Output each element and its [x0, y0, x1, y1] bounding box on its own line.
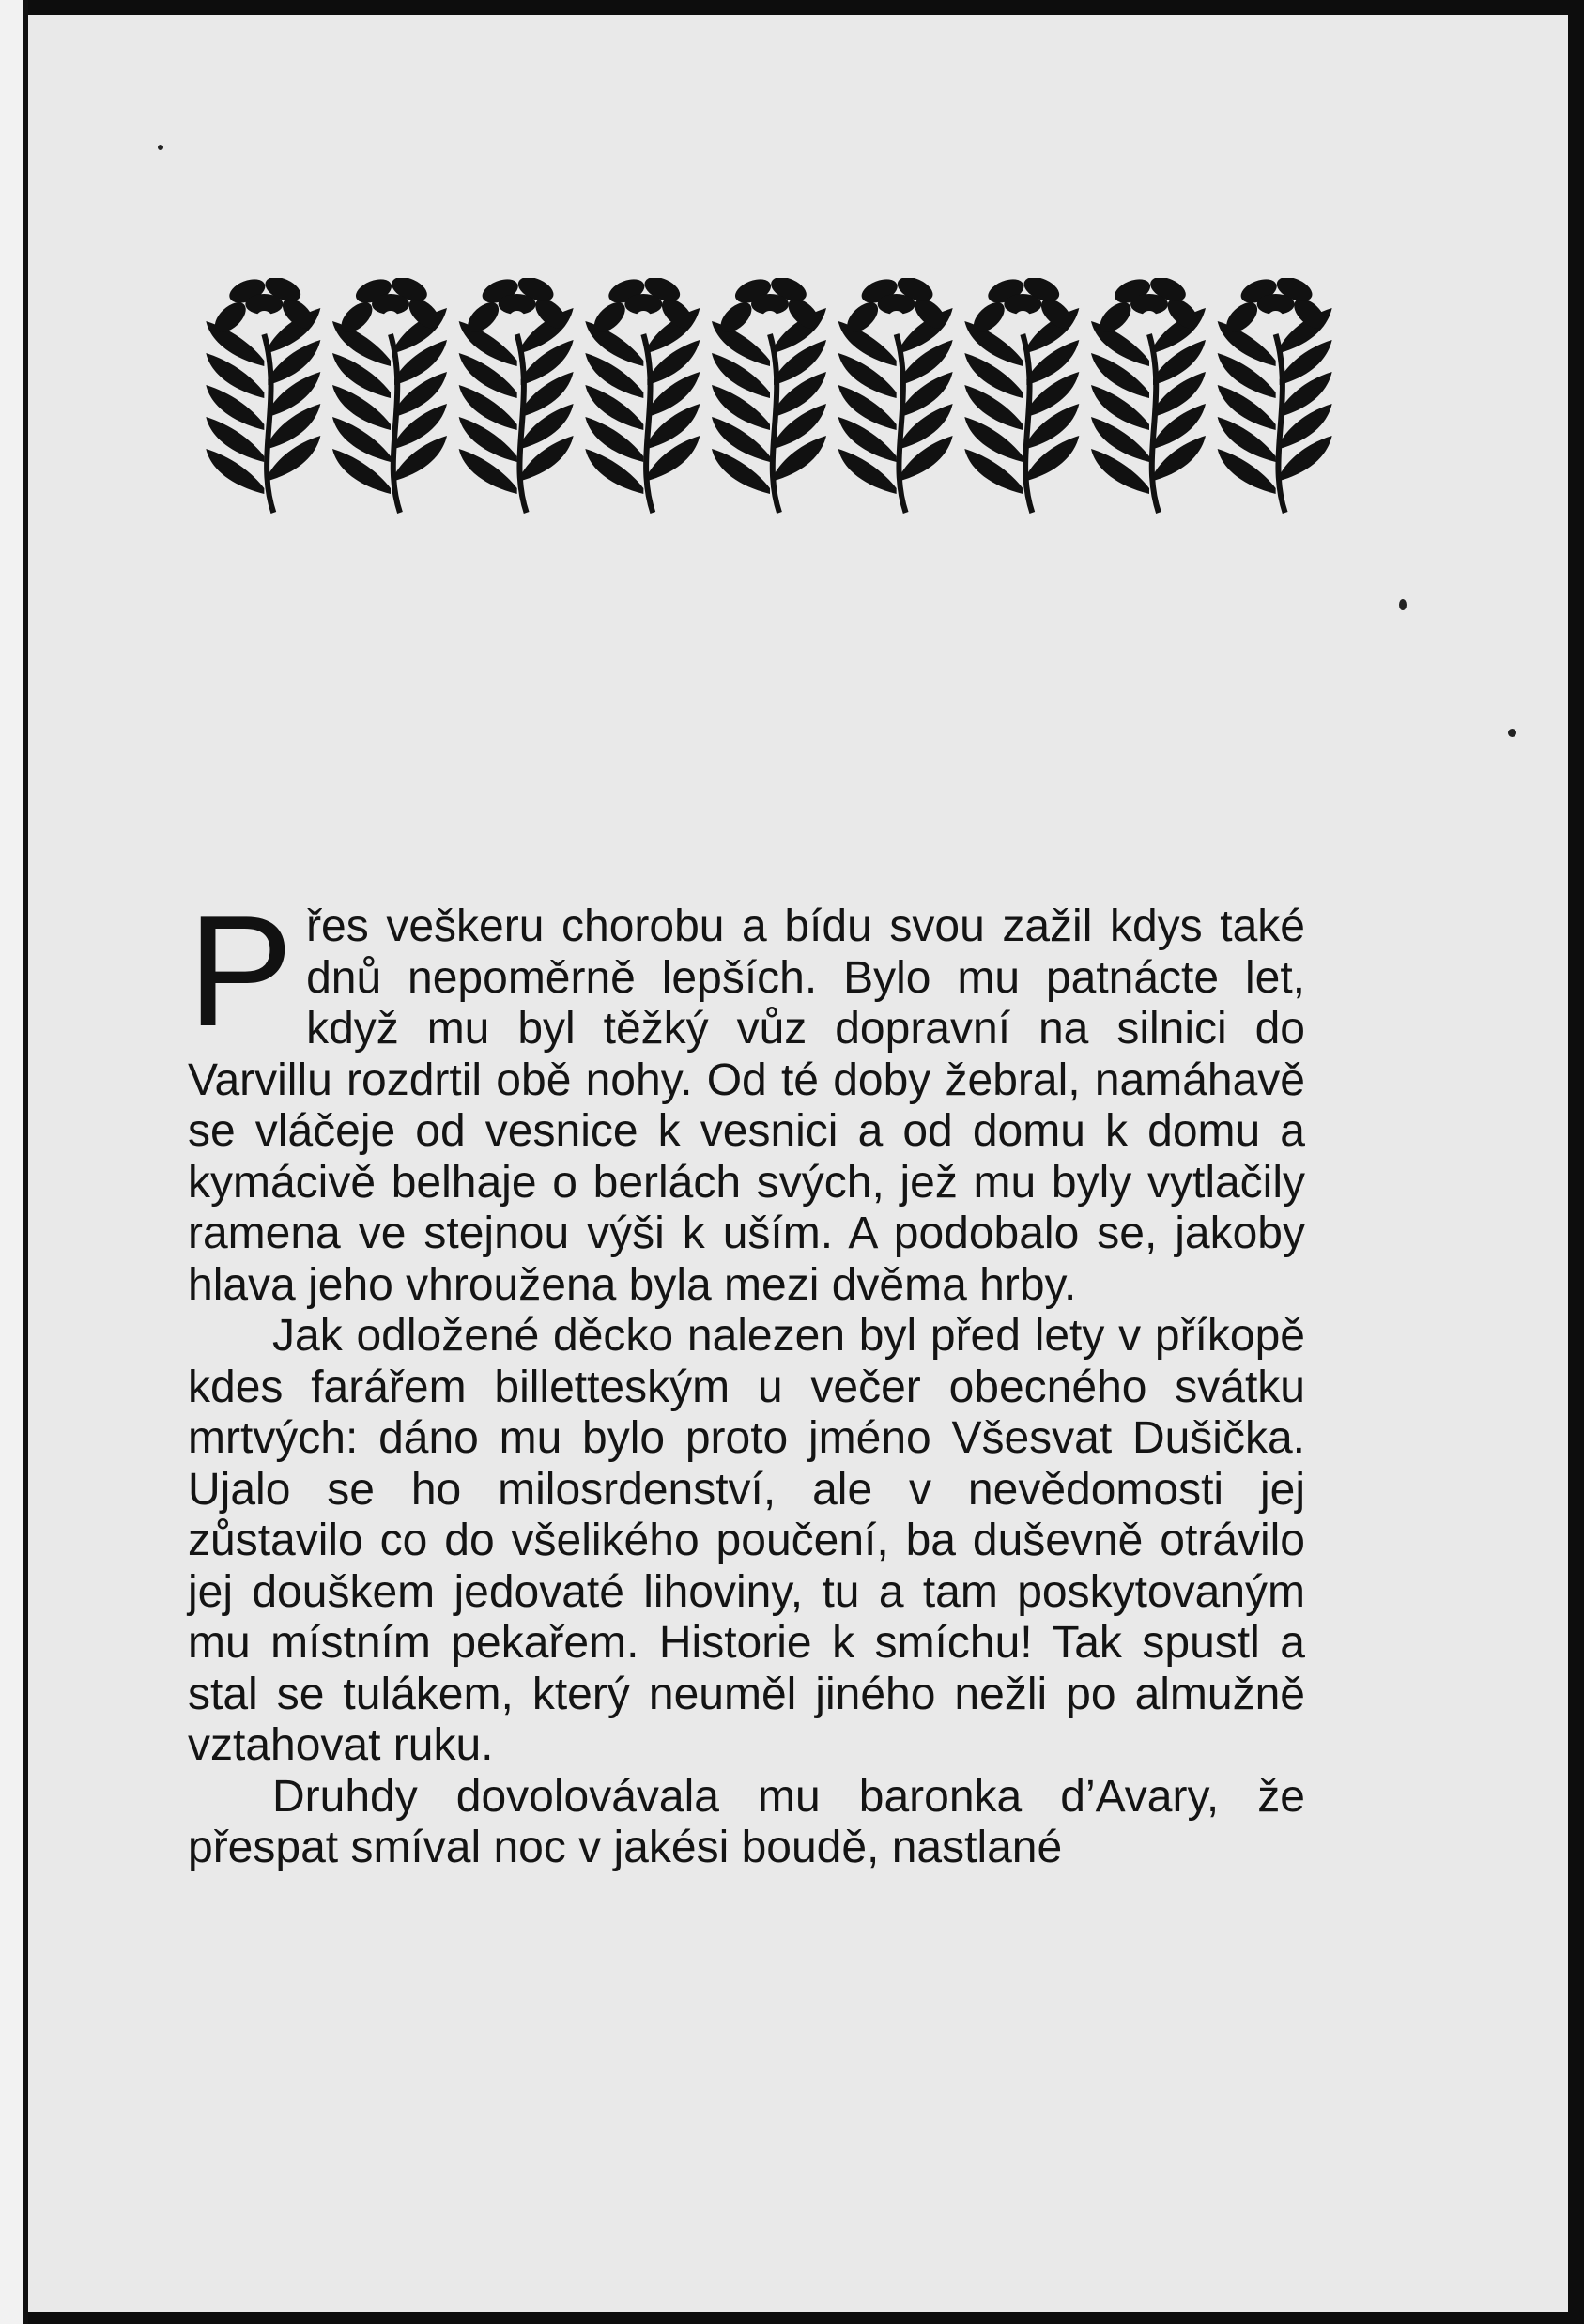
floral-ornament-icon [201, 278, 1339, 522]
paragraph-2: Jak odložené děcko nalezen byl před lety v příkopě kdes farářem billetteským u večer obecného svátku mrtvých: dáno mu bylo proto jméno Všesvat Dušička. Ujalo se ho milosrdenství, ale v nevědomosti jej zůstavilo co do všelikého poučení, ba duševně otrávilo jej douškem jedovaté lihoviny, tu a tam poskytovaným mu místním pekařem. Historie k smíchu! Tak spustl a stal se tulákem, který neuměl jiného nežli po almužně vztahovat ruku. [188, 1311, 1305, 1770]
print-speck [158, 145, 163, 150]
print-speck [1508, 729, 1516, 737]
lily-motif [459, 278, 574, 513]
lily-motif [1091, 278, 1206, 513]
binding-edge [0, 0, 28, 2324]
floral-ornament-header [201, 278, 1339, 522]
drop-cap: P [188, 883, 294, 1059]
lily-motif [332, 278, 447, 513]
paragraph-3: Druhdy dovolovávala mu baronka d’Avary, že přespat smíval noc v jakési boudě, nastlané [188, 1771, 1305, 1872]
lily-motif [1218, 278, 1332, 513]
paragraph-1-text: řes veškeru chorobu a bídu svou zažil kdys také dnů nepoměrně lepších. Bylo mu patnácte let, když mu byl těžký vůz dopravní na silnici do Varvillu rozdrtil obě nohy. Od té doby žebral, namáhavě se vláčeje od vesnice k vesnici a od domu k domu a kymácivě belhaje o berlách svých, jež mu byly vytlačily ramena ve stejnou výši k uším. A podobalo se, jakoby hlava jeho vhroužena byla mezi dvěma hrby. [188, 901, 1305, 1310]
print-speck [1399, 599, 1407, 610]
lily-motif [964, 278, 1079, 513]
lily-motif [585, 278, 700, 513]
body-text [188, 883, 1305, 1874]
lily-motif [206, 278, 320, 513]
lily-motif [838, 278, 953, 513]
lily-motif [712, 278, 826, 513]
paragraph-1 [188, 883, 1305, 1311]
